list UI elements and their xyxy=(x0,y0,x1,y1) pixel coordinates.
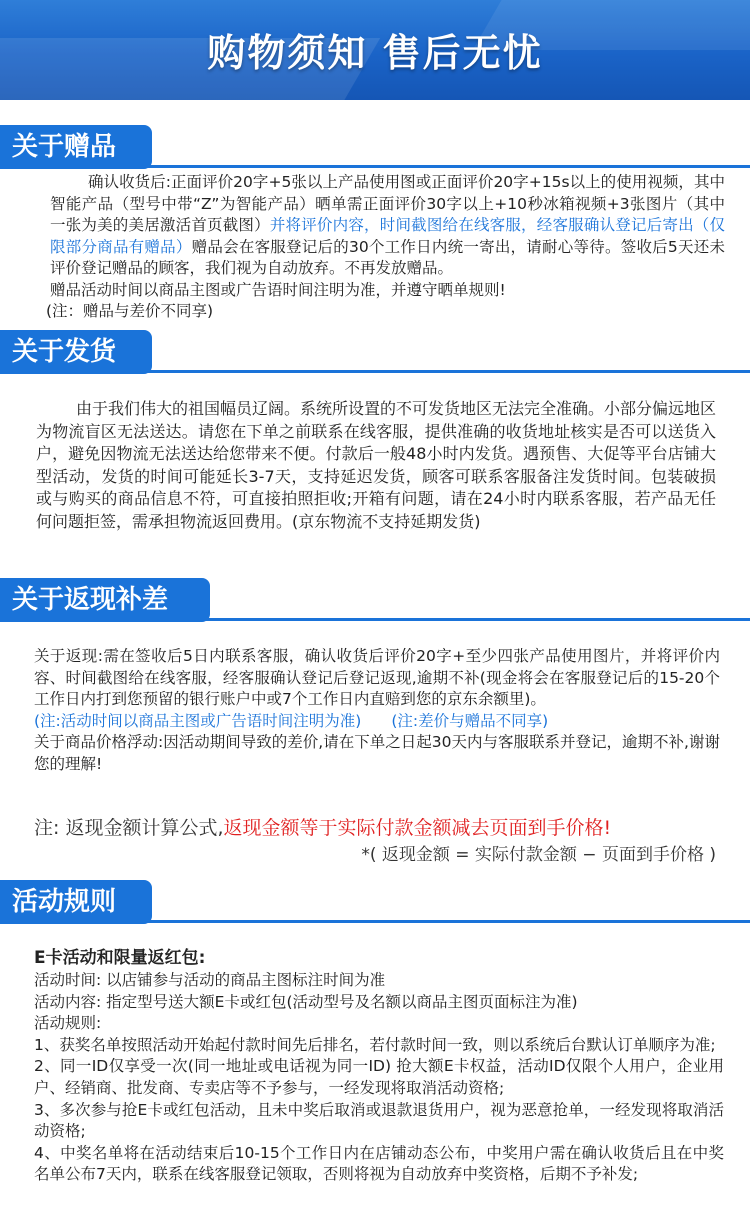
cashback-text: 关于返现:需在签收后5日内联系客服，确认收货后评价20字+至少四张产品使用图片，并将评价内容、时间截图给在线客服，经客服确认登记后登记返现,逾期不补(现金将会在客服登记后的15-20个工作日内打到您预留的银行账户中或7个工作日内直赔到您的京东余额里)。 xyxy=(34,647,720,708)
cashback-formula xyxy=(34,815,734,841)
rule-item-1: 1、获奖名单按照活动开始起付款时间先后排名，若付款时间一致，则以系统后台默认订单顺序为准; xyxy=(34,1035,716,1054)
formula-prefix: 注: 返现金额计算公式, xyxy=(34,817,224,839)
gift-paragraph xyxy=(46,172,725,323)
gift-rule-note: 赠品活动时间以商品主图或广告语时间注明为准，并遵守晒单规则! xyxy=(50,280,506,299)
rules-content: 活动内容: 指定型号送大额E卡或红包(活动型号及名额以商品主图页面标注为准) xyxy=(34,992,578,1011)
gift-text-c: 赠品会在客服登记后的30个工作日内统一寄出，请耐心等待。签收后5天还未评价登记赠品的顾客，我们视为自动放弃。不再发放赠品。 xyxy=(50,237,725,277)
cashback-paragraph xyxy=(34,646,720,775)
rule-item-2: 2、同一ID仅享受一次(同一地址或电话视为同一ID) 抢大额E卡权益，活动ID仅限个人用户，企业用户、经销商、批发商、专卖店等不予参与，一经发现将取消活动资格; xyxy=(34,1057,724,1097)
gift-text-blue: 并将评价内容，时间截图给在线客服，经客服确认登记后寄出（仅限部分商品有赠品） xyxy=(50,216,725,256)
shipping-text: 由于我们伟大的祖国幅员辽阔。系统所设置的不可发货地区无法完全准确。小部分偏远地区为物流盲区无法送达。请您在下单之前联系在线客服，提供准确的收货地址核实是否可以送货入户，避免因物流无法送达给您带来不便。付款后一般48小时内发货。遇预售、大促等平台店铺大型活动，发货的时间可能延长3-7天，支持延迟发货，顾客可联系客服备注发货时间。包装破损或与购买的商品信息不符，可直接拍照拒收;开箱有问题，请在24小时内联系客服，若产品无任何问题拒签，需承担物流返回费用。(京东物流不支持延期发货) xyxy=(36,399,717,531)
shipping-paragraph xyxy=(36,398,716,534)
gift-exclusion-note: (注：赠品与差价不同享) xyxy=(46,302,214,320)
cashback-notes xyxy=(34,711,720,733)
section-heading-gift: 关于赠品 xyxy=(0,125,152,169)
banner-title: 购物须知 售后无忧 xyxy=(207,31,543,75)
formula-highlight: 返现金额等于实际付款金额减去页面到手价格! xyxy=(223,817,612,839)
gift-text-a: 确认收货后:正面评价20字+5张以上产品使用图或正面评价20字+15s以上的使用视频，其中智能产品（型号中带“Z”为智能产品）晒单需正面评价30字以上+10秒冰箱视频+3张图片（其中一张为美的美居激活首页截图） xyxy=(50,173,725,234)
formula-expression: *( 返现金额 = 实际付款金额 − 页面到手价格 ) xyxy=(361,845,716,865)
header-banner xyxy=(0,0,750,100)
cashback-note-time: (注:活动时间以商品主图或广告语时间注明为准) xyxy=(34,711,362,730)
rules-time: 活动时间: 以店铺参与活动的商品主图标注时间为准 xyxy=(34,971,386,989)
cashback-note-exclusive: (注:差价与赠品不同享) xyxy=(391,711,549,730)
section-heading-rules: 活动规则 xyxy=(0,880,152,924)
section-heading-cashback: 关于返现补差 xyxy=(0,578,210,622)
rule-item-3: 3、多次参与抢E卡或红包活动，且未中奖后取消或退款退货用户，视为恶意抢单，一经发现将取消活动资格; xyxy=(34,1100,724,1141)
price-float-text: 关于商品价格浮动:因活动期间导致的差价,请在下单之日起30天内与客服联系并登记，逾期不补,谢谢您的理解! xyxy=(34,733,720,773)
section-heading-shipping: 关于发货 xyxy=(0,330,152,374)
rules-label: 活动规则: xyxy=(34,1014,102,1033)
rules-title: E卡活动和限量返红包: xyxy=(34,948,206,968)
rule-item-4: 4、中奖名单将在活动结束后10-15个工作日内在店铺动态公布，中奖用户需在确认收货后且在中奖名单公布7天内，联系在线客服登记领取，否则将视为自动放弃中奖资格，后期不予补发; xyxy=(34,1143,724,1184)
rules-paragraph xyxy=(34,946,724,1186)
